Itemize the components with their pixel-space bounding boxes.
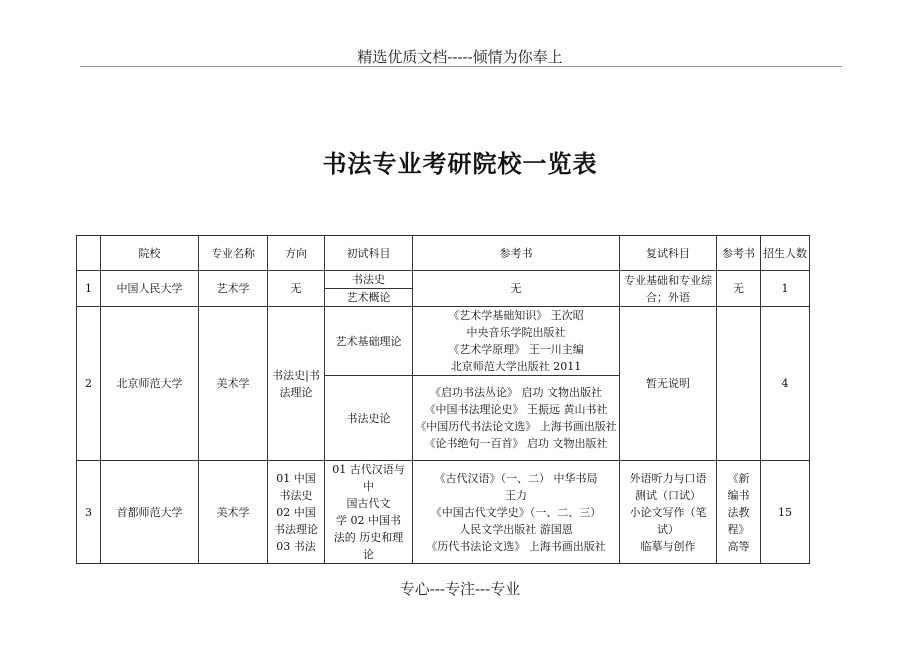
table-row	[77, 307, 810, 376]
quota-cell: 1	[761, 271, 810, 307]
direction-line: 01 中国	[276, 471, 316, 485]
retest-line: 试）	[657, 522, 679, 536]
retest-books-cell	[717, 461, 761, 564]
direction-line: 03 书法	[276, 539, 316, 553]
book-line: 《艺术学基础知识》 王次昭	[448, 309, 584, 322]
book-line: 《中国古代文学史》（一、二、三）	[430, 505, 602, 519]
exam-subject-cell: 书法史	[325, 271, 413, 289]
retest-subjects-cell: 专业基础和专业综合；外语	[620, 271, 717, 307]
col-header-quota: 招生人数	[761, 236, 810, 271]
major-cell: 美术学	[199, 307, 268, 461]
retest-line: 小论文写作（笔	[629, 505, 707, 519]
book-line: 王力	[505, 488, 527, 502]
reference-books-cell	[413, 376, 620, 461]
page-title: 书法专业考研院校一览表	[322, 150, 598, 178]
retest-subjects-cell: 暂无说明	[620, 307, 717, 461]
school-table	[76, 235, 810, 564]
book-line: 北京师范大学出版社 2011	[450, 360, 582, 373]
col-header-no	[77, 236, 101, 271]
reference-books-cell	[413, 461, 620, 564]
retest-book-line: 高等	[727, 539, 750, 553]
reference-books-cell	[413, 307, 620, 376]
table-row	[77, 461, 810, 564]
direction-cell	[268, 461, 325, 564]
col-header-retest-subjects: 复试科目	[620, 236, 717, 271]
row-number: 1	[77, 271, 101, 307]
subject-line: 01 古代汉语与中	[332, 463, 405, 493]
col-header-school: 院校	[101, 236, 199, 271]
direction-line: 02 中国	[276, 505, 316, 519]
page-header: 精选优质文档-----倾情为你奉上	[357, 48, 563, 66]
retest-line: 临摹与创作	[640, 539, 696, 553]
quota-cell: 15	[761, 461, 810, 564]
retest-books-cell: 无	[717, 271, 761, 307]
book-line: 《中国历代书法论文选》 上海书画出版社	[415, 420, 617, 433]
school-cell: 首都师范大学	[101, 461, 199, 564]
page-footer: 专心---专注---专业	[399, 580, 521, 598]
exam-subject-cell: 艺术基础理论	[325, 307, 413, 376]
col-header-reference-books: 参考书	[413, 236, 620, 271]
retest-book-line: 法教	[727, 505, 750, 519]
direction-line: 书法理论	[274, 522, 318, 536]
row-number: 3	[77, 461, 101, 564]
retest-subjects-cell	[620, 461, 717, 564]
retest-line: 外语听力与口语	[629, 471, 707, 485]
direction-cell: 书法史|书法理论	[268, 307, 325, 461]
book-line: 《历代书法论文选》 上海书画出版社	[426, 539, 606, 553]
col-header-direction: 方向	[268, 236, 325, 271]
book-line: 《艺术学原理》 王一川主编	[448, 343, 584, 356]
school-cell: 中国人民大学	[101, 271, 199, 307]
quota-cell: 4	[761, 307, 810, 461]
major-cell: 艺术学	[199, 271, 268, 307]
retest-line: 测试（口试）	[635, 488, 701, 502]
subject-line: 国古代文	[346, 497, 391, 510]
book-line: 《中国书法理论史》 王振远 黄山书社	[424, 403, 608, 416]
exam-subject-cell: 书法史论	[325, 376, 413, 461]
retest-book-line: 程》	[727, 522, 750, 536]
book-line: 《论书绝句一百首》 启功 文物出版社	[424, 437, 608, 450]
col-header-exam-subjects: 初试科目	[325, 236, 413, 271]
retest-book-line: 编书	[727, 488, 750, 502]
header-divider	[80, 66, 842, 67]
book-line: 人民文学出版社 游国恩	[459, 522, 573, 536]
book-line: 中央音乐学院出版社	[466, 326, 566, 339]
major-cell: 美术学	[199, 461, 268, 564]
table-header-row	[77, 236, 810, 271]
retest-book-line: 《新	[727, 471, 750, 485]
school-cell: 北京师范大学	[101, 307, 199, 461]
col-header-major: 专业名称	[199, 236, 268, 271]
subject-line: 法的 历史和理	[333, 531, 404, 544]
exam-subject-cell: 艺术概论	[325, 289, 413, 307]
subject-line: 学 02 中国书	[336, 514, 401, 527]
reference-books-cell: 无	[413, 271, 620, 307]
subject-line: 论	[363, 548, 374, 561]
table-row	[77, 271, 810, 289]
row-number: 2	[77, 307, 101, 461]
direction-line: 书法史	[279, 488, 313, 502]
retest-books-cell	[717, 307, 761, 461]
book-line: 《古代汉语》（一、二） 中华书局	[434, 471, 598, 485]
exam-subject-cell	[325, 461, 413, 564]
col-header-retest-books: 参考书	[717, 236, 761, 271]
book-line: 《启功书法丛论》 启功 文物出版社	[430, 386, 602, 399]
direction-cell: 无	[268, 271, 325, 307]
